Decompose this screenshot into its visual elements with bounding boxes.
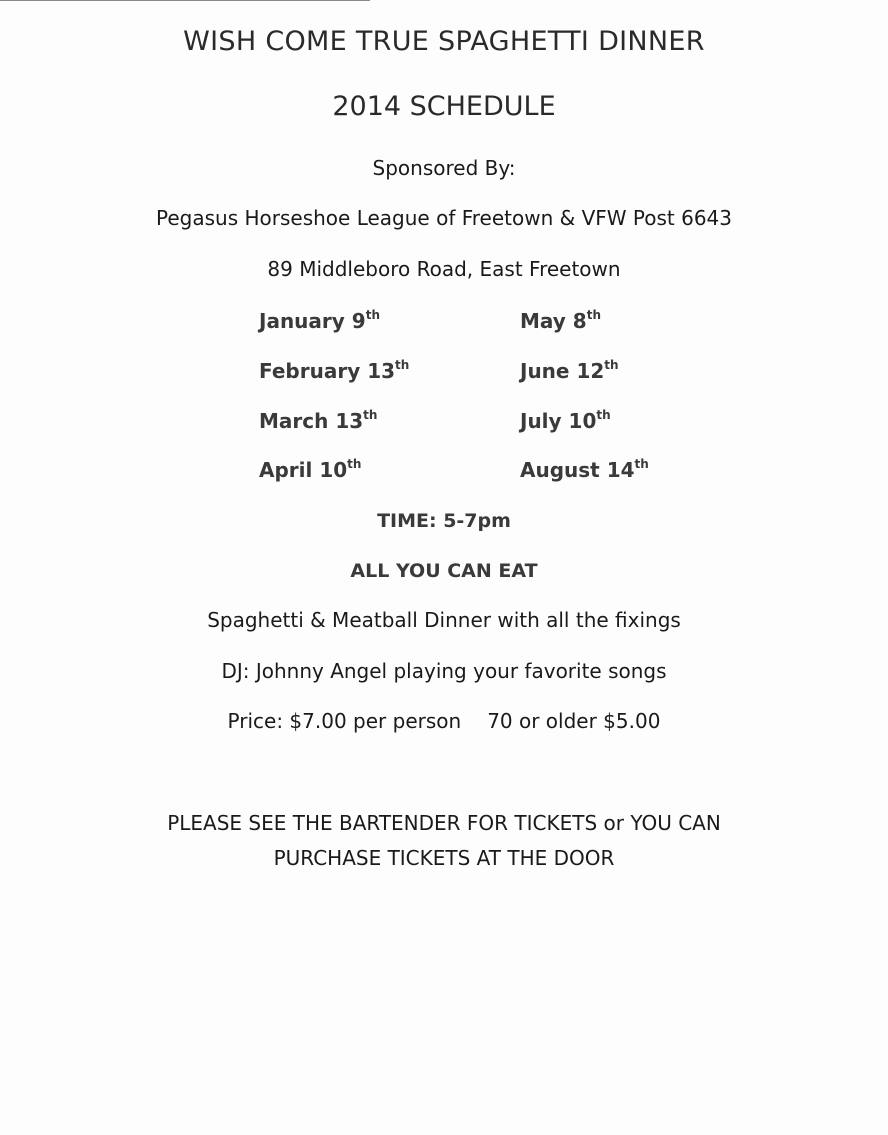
date-text: May 8	[520, 309, 587, 333]
price-line	[0, 709, 888, 733]
date-may	[520, 309, 601, 333]
date-june	[520, 359, 619, 383]
ordinal-suffix: th	[634, 457, 649, 471]
date-february	[259, 359, 409, 383]
ordinal-suffix: th	[586, 308, 601, 322]
price-senior: 70 or older $5.00	[487, 709, 661, 733]
date-text: January 9	[259, 309, 366, 333]
ordinal-suffix: th	[604, 358, 619, 372]
time-text: TIME: 5-7pm	[377, 510, 511, 532]
date-text: February 13	[259, 359, 396, 383]
date-july	[520, 409, 611, 433]
date-text: March 13	[259, 409, 364, 433]
top-rule	[0, 0, 370, 1]
sponsors-text: Pegasus Horseshoe League of Freetown & VFW Post 6643	[156, 206, 732, 230]
date-march	[259, 409, 377, 433]
date-january	[259, 309, 380, 333]
date-august	[520, 458, 649, 482]
date-text: July 10	[520, 409, 597, 433]
ordinal-suffix: th	[395, 358, 410, 372]
price-regular: Price: $7.00 per person	[227, 709, 462, 733]
ordinal-suffix: th	[596, 408, 611, 422]
date-april	[259, 458, 361, 482]
all-you-can-eat-text: ALL YOU CAN EAT	[350, 560, 538, 582]
tickets-line-2: PURCHASE TICKETS AT THE DOOR	[273, 846, 615, 870]
schedule-subtitle: 2014 SCHEDULE	[332, 91, 556, 122]
dinner-description: Spaghetti & Meatball Dinner with all the fixings	[207, 608, 681, 632]
ordinal-suffix: th	[365, 308, 380, 322]
ordinal-suffix: th	[347, 457, 362, 471]
date-text: April 10	[259, 458, 348, 482]
date-text: August 14	[520, 458, 635, 482]
tickets-line-1: PLEASE SEE THE BARTENDER FOR TICKETS or YOU CAN	[167, 811, 721, 835]
address-text: 89 Middleboro Road, East Freetown	[267, 257, 621, 281]
sponsored-by-label: Sponsored By:	[372, 156, 516, 180]
flyer-title: WISH COME TRUE SPAGHETTI DINNER	[183, 26, 705, 57]
date-text: June 12	[520, 359, 605, 383]
dj-text: DJ: Johnny Angel playing your favorite songs	[221, 659, 667, 683]
ordinal-suffix: th	[363, 408, 378, 422]
